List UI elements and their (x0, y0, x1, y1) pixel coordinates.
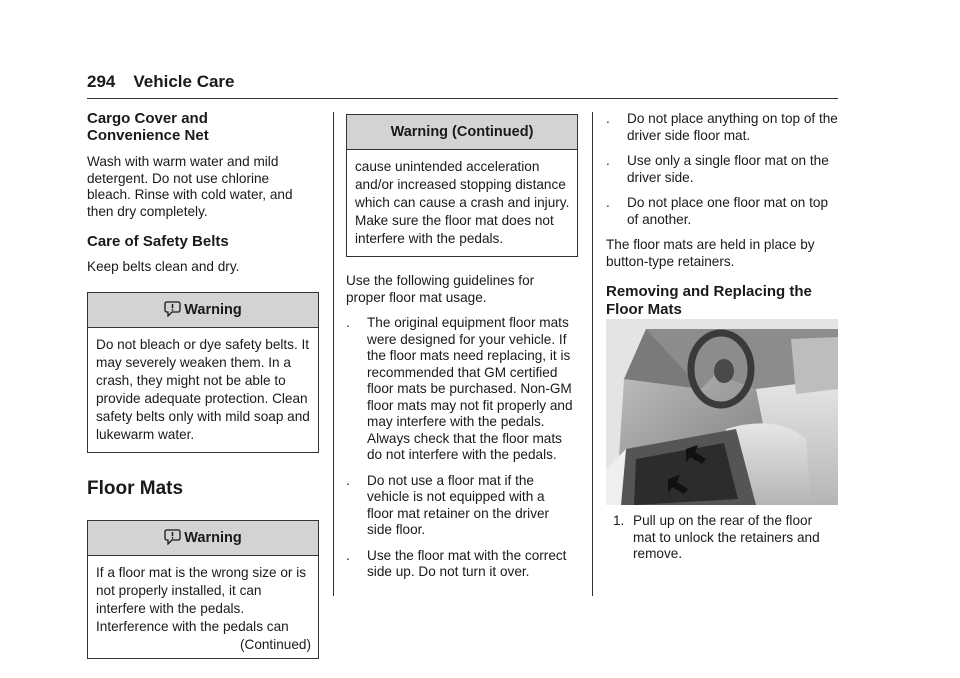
continued-label: (Continued) (239, 636, 311, 652)
warning-icon (164, 529, 181, 545)
warning-body: Do not bleach or dye safety belts. It may severely weaken them. In a crash, they might not be able to provide adequate protection. Clean safety belts only with mild soap and lukewarm water. (96, 336, 310, 442)
step-text: Pull up on the rear of the floor mat to unlock the retainers and remove. (633, 513, 820, 561)
step-item (606, 513, 838, 563)
column-1 (87, 110, 320, 659)
list-item-text: The original equipment floor mats were designed for your vehicle. If the floor mats need replacing, it is recommended that GM certified floor mats be purchased. Non-GM floor mats may not fit properly and may interfere with the pedals. Always check that the floor mats do not interfere with the pedals. (367, 315, 573, 462)
list-item (606, 195, 842, 228)
section-title: Vehicle Care (133, 72, 235, 91)
warning-body (88, 556, 318, 658)
list-item (346, 548, 567, 581)
page-header (87, 72, 235, 92)
cargo-text: Wash with warm water and mild detergent. Do not use chlorine bleach. Rinse with cold water, and then dry completely. (87, 154, 293, 219)
header-rule (87, 98, 838, 99)
belts-text: Keep belts clean and dry. (87, 259, 240, 274)
warning-header (88, 293, 318, 328)
removing-heading-line1: Removing and Replacing the (606, 283, 812, 300)
warning-title: Warning (184, 529, 242, 546)
guidelines-intro: Use the following guidelines for proper floor mat usage. (346, 273, 535, 305)
column-2 (346, 114, 579, 581)
car-interior-image (606, 319, 838, 505)
removing-heading (606, 283, 838, 319)
step-list (606, 513, 838, 563)
column-3 (606, 111, 838, 319)
warning-box-belts (87, 292, 319, 453)
list-item-text: Do not place one floor mat on top of another. (627, 195, 829, 227)
list-item-text: Use only a single floor mat on the driver side. (627, 153, 829, 185)
bullet-mark: . (346, 547, 350, 563)
warning-continued-header: Warning (Continued) (347, 115, 577, 150)
cargo-heading-line2: Convenience Net (87, 127, 209, 144)
warning-header (88, 521, 318, 556)
warning-continued-body: cause unintended acceleration and/or increased stopping distance which can cause a crash and injury. Make sure the floor mat does not interfere with the pedals. (355, 159, 570, 246)
bullet-mark: . (606, 195, 610, 210)
column-divider (592, 112, 593, 596)
floor-mats-heading: Floor Mats (87, 477, 184, 499)
warning-text: If a floor mat is the wrong size or is not properly installed, it can interfere with the pedals. Interference with the pedals can (96, 564, 307, 634)
bullet-mark: . (606, 111, 610, 126)
list-item (606, 111, 852, 144)
column-divider (333, 112, 334, 596)
step-number: 1. (613, 513, 625, 528)
warning-icon (164, 301, 181, 317)
bullet-mark: . (606, 153, 610, 168)
retainers-text: The floor mats are held in place by button-type retainers. (606, 237, 815, 269)
list-item-text: Do not place anything on top of the driver side floor mat. (627, 111, 838, 143)
list-item (606, 153, 842, 186)
list-item-text: Use the floor mat with the correct side up. Do not turn it over. (367, 547, 567, 579)
cargo-heading (87, 110, 320, 144)
warning-box-floor (87, 520, 319, 659)
bullet-mark: . (346, 472, 350, 488)
list-item (346, 315, 579, 464)
list-item (346, 473, 567, 539)
list-item-text: Do not use a floor mat if the vehicle is not equipped with a floor mat retainer on the driver side floor. (367, 472, 550, 537)
removing-heading-line2: Floor Mats (606, 301, 682, 318)
warning-box-continued (346, 114, 578, 257)
cargo-heading-line1: Cargo Cover and (87, 110, 208, 127)
page-number: 294 (87, 72, 116, 91)
bullet-mark: . (346, 315, 350, 330)
belts-heading: Care of Safety Belts (87, 233, 229, 250)
floor-mat-illustration (606, 319, 838, 505)
warning-title: Warning (184, 301, 242, 318)
